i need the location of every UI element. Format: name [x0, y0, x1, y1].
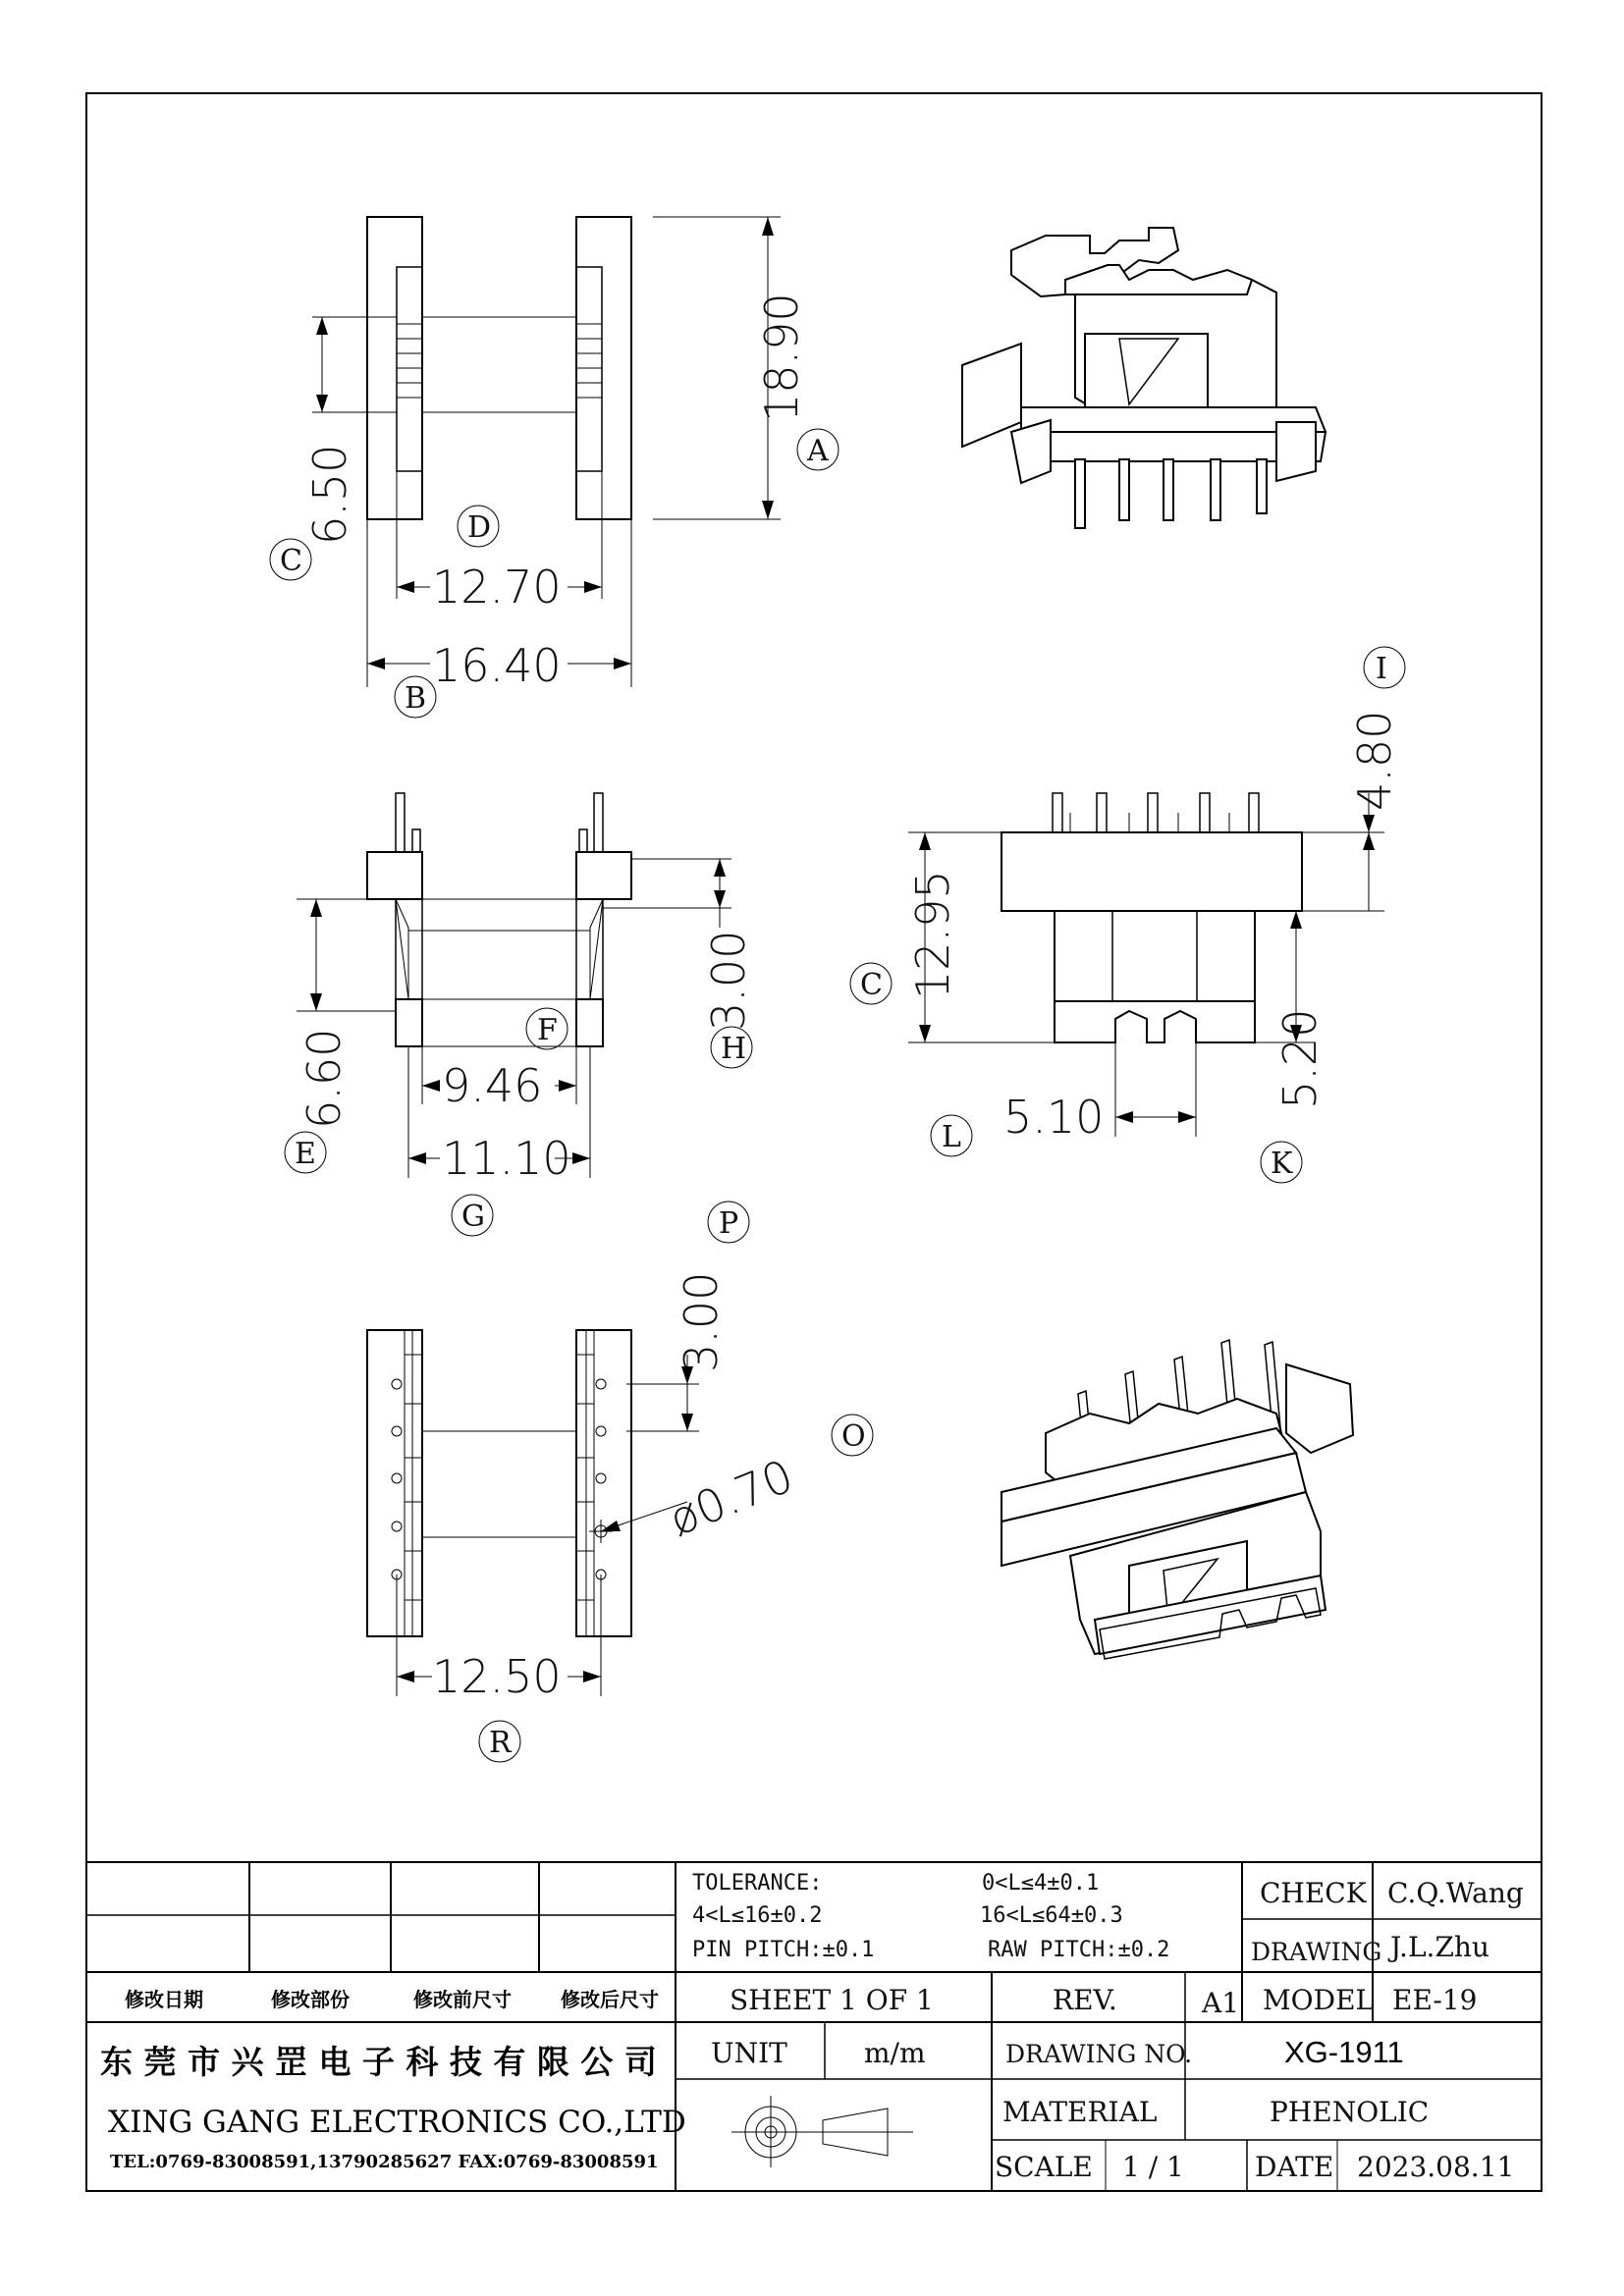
scale-label: SCALE [995, 2151, 1093, 2183]
bobbin-iso-bottom [1001, 1340, 1353, 1659]
label-L-circle [931, 1115, 972, 1156]
label-E-circle [285, 1132, 326, 1173]
tolerance-range-3: 16<L≤64±0.3 [980, 1903, 1123, 1928]
svg-text:H: H [721, 1032, 747, 1066]
tolerance-label: TOLERANCE: [692, 1871, 823, 1896]
label-H-circle [711, 1027, 752, 1068]
date-label: DATE [1255, 2151, 1334, 2183]
label-R-circle [479, 1721, 520, 1762]
drawing-no-value: XG-1911 [1284, 2035, 1404, 2069]
label-G-circle [452, 1195, 493, 1236]
raw-pitch: RAW PITCH:±0.2 [988, 1938, 1170, 1962]
dim-G: 11.10 [442, 1132, 571, 1185]
tolerance-range-1: 0<L≤4±0.1 [982, 1871, 1100, 1896]
dim-B: 16.40 [432, 639, 562, 692]
label-B-circle [395, 676, 436, 718]
dim-H: 3.00 [702, 930, 755, 1031]
material-label: MATERIAL [1002, 2096, 1158, 2128]
rev-header-date: 修改日期 [125, 1988, 203, 2011]
svg-text:C: C [280, 544, 302, 578]
svg-text:I: I [1376, 652, 1387, 686]
label-C1-circle [270, 539, 311, 580]
dim-C-side: 12.95 [906, 870, 959, 999]
company-name-cn: 东 莞 市 兴 罡 电 子 科 技 有 限 公 司 [100, 2043, 657, 2081]
top-view [312, 217, 781, 687]
svg-text:F: F [537, 1013, 558, 1047]
label-D-circle [458, 506, 499, 547]
label-I-circle [1364, 647, 1405, 688]
projection-symbol-icon [731, 2096, 913, 2167]
svg-text:B: B [405, 681, 427, 716]
svg-text:E: E [295, 1137, 316, 1171]
company-contact: TEL:0769-83008591,13790285627 FAX:0769-83008591 [110, 2152, 659, 2172]
drawing-no-label: DRAWING NO. [1005, 2040, 1193, 2068]
drawing-value: J.L.Zhu [1390, 1931, 1489, 1963]
dim-D: 12.70 [432, 561, 562, 614]
material-value: PHENOLIC [1270, 2096, 1430, 2128]
bobbin-iso-top [962, 228, 1326, 528]
label-O-circle [832, 1415, 873, 1456]
check-value: C.Q.Wang [1387, 1877, 1524, 1909]
dim-E: 6.60 [298, 1028, 351, 1129]
label-K-circle [1261, 1142, 1302, 1183]
dim-A: 18.90 [755, 293, 808, 422]
pin-pitch: PIN PITCH:±0.1 [692, 1938, 875, 1962]
check-label: CHECK [1260, 1877, 1367, 1909]
dim-C-top: 6.50 [303, 444, 356, 545]
svg-text:C: C [860, 968, 883, 1002]
rev-label: REV. [1053, 1984, 1117, 2016]
svg-text:K: K [1271, 1147, 1293, 1181]
unit-label: UNIT [711, 2037, 787, 2069]
label-P-circle [708, 1201, 749, 1243]
tolerance-range-2: 4<L≤16±0.2 [692, 1903, 823, 1928]
label-F-circle [526, 1008, 568, 1049]
label-C2-circle [850, 963, 892, 1004]
dim-L: 5.10 [1003, 1091, 1105, 1144]
model-label: MODEL [1263, 1984, 1375, 2016]
label-A-circle [797, 429, 839, 470]
svg-text:L: L [942, 1120, 961, 1154]
drawing-label: DRAWING [1251, 1938, 1382, 1966]
bottom-view [367, 1330, 699, 1696]
sheet-count: SHEET 1 OF 1 [730, 1984, 934, 2016]
svg-text:D: D [467, 510, 492, 545]
svg-text:O: O [841, 1419, 866, 1454]
svg-text:R: R [489, 1726, 512, 1760]
rev-header-before: 修改前尺寸 [413, 1988, 512, 2011]
dim-I: 4.80 [1348, 710, 1401, 811]
dim-R: 12.50 [432, 1650, 562, 1703]
date-value: 2023.08.11 [1357, 2151, 1515, 2183]
model-value: EE-19 [1392, 1984, 1478, 2016]
rev-header-part: 修改部份 [271, 1988, 350, 2011]
rev-header-after: 修改后尺寸 [561, 1988, 659, 2011]
dim-F: 9.46 [442, 1059, 543, 1112]
dim-K: 5.20 [1273, 1008, 1326, 1109]
svg-text:P: P [719, 1206, 739, 1241]
dim-O: ø0.70 [661, 1449, 801, 1547]
scale-value: 1 / 1 [1122, 2151, 1184, 2183]
rev-value: A1 [1202, 1987, 1240, 2019]
svg-text:A: A [807, 434, 829, 468]
unit-value: m/m [864, 2037, 926, 2069]
dim-P: 3.00 [675, 1271, 728, 1372]
svg-text:G: G [461, 1200, 485, 1234]
front-view [297, 793, 731, 1178]
company-name-en: XING GANG ELECTRONICS CO.,LTD [108, 2105, 686, 2140]
